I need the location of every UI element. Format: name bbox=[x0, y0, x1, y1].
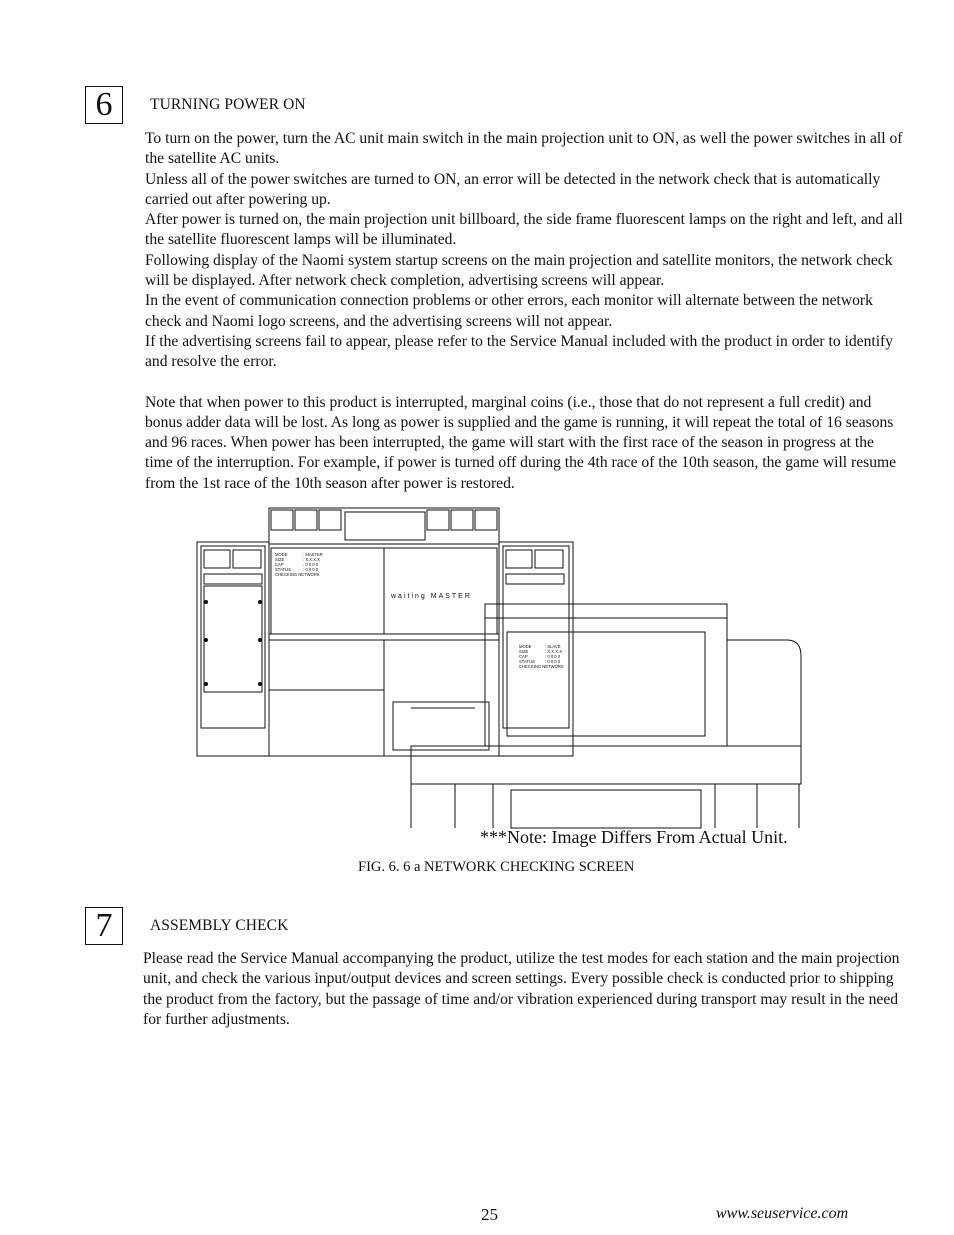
master-status-value: : 0 0 0 0 bbox=[303, 567, 319, 572]
slave-cap-label: CAP bbox=[519, 654, 528, 659]
section7-body bbox=[143, 949, 903, 1030]
slave-status-label: STATUS bbox=[519, 659, 535, 664]
satellite-monitor-housing bbox=[485, 618, 727, 746]
satellite-top bbox=[485, 604, 727, 618]
slave-screen bbox=[507, 632, 705, 736]
step-number-7: 7 bbox=[85, 907, 123, 945]
section6-body bbox=[145, 129, 905, 494]
satellite-console bbox=[411, 746, 801, 784]
section-heading-turning-power-on: TURNING POWER ON bbox=[150, 96, 306, 113]
power-interruption-note: Note that when power to this product is interrupted, marginal coins (i.e., those that do not represent a full credit) and bonus adder data will be lost. As long as power is supplied and the game is running, it will repeat the total of 16 seasons and 96 races. When power has been interrupted, the game will start with the first race of the season in progress at the time of the interruption. For example, if power is turned off during the 4th race of the 10th season, the game will resume from the 1st race of the 10th season after power is restored. bbox=[145, 393, 897, 492]
slave-status-value: : 0 0 0 0 bbox=[545, 659, 561, 664]
slave-size-value: : X.X.X.X bbox=[545, 649, 562, 654]
slave-cap-value: : 0 0 0 0 bbox=[545, 654, 561, 659]
slave-mode-value: : SLAVE bbox=[545, 644, 561, 649]
step-number-6: 6 bbox=[85, 86, 123, 124]
section-heading-assembly-check: ASSEMBLY CHECK bbox=[150, 917, 289, 934]
paragraph: In the event of communication connection problems or other errors, each monitor will alternate between the network check and Naomi logo screens, and the advertising screens will not appear. bbox=[145, 292, 873, 330]
slave-checking-label: CHECKING NETWORK bbox=[519, 664, 564, 669]
page-number: 25 bbox=[481, 1205, 498, 1224]
image-differs-note: ***Note: Image Differs From Actual Unit. bbox=[480, 827, 788, 847]
paragraph: Following display of the Naomi system startup screens on the main projection and satellite monitors, the network check will be displayed. After network check completion, advertising screens will appear. bbox=[145, 251, 893, 290]
paragraph: To turn on the power, turn the AC unit main switch in the main projection unit to ON, as well the power switches in all of the satellite AC units. bbox=[145, 130, 903, 168]
billboard bbox=[269, 508, 499, 544]
master-mode-label: MODE bbox=[275, 552, 288, 557]
paragraph: After power is turned on, the main projection unit billboard, the side frame fluorescent lamps on the right and left, and all the satellite fluorescent lamps will be illuminated. bbox=[145, 211, 903, 249]
network-check-diagram bbox=[195, 506, 807, 832]
master-cap-label: CAP bbox=[275, 562, 284, 567]
paragraph: Unless all of the power switches are turned to ON, an error will be detected in the network check that is automatically carried out after powering up. bbox=[145, 170, 881, 208]
paragraph: Please read the Service Manual accompanying the product, utilize the test modes for each station and the main projection unit, and check the various input/output devices and screen settings. Every possible check is conducted prior to shipping the product from the factory, but the passage of time and/or vibration experienced during transport may result in the need for further adjustments. bbox=[143, 950, 900, 1028]
slave-size-label: SIZE bbox=[519, 649, 529, 654]
master-checking-label: CHECKING NETWORK bbox=[275, 572, 320, 577]
master-cap-value: : 0 0 0 0 bbox=[303, 562, 319, 567]
master-size-value: : X.X.X.X bbox=[303, 557, 320, 562]
master-status-label: STATUS bbox=[275, 567, 291, 572]
master-waiting-text: waiting MASTER bbox=[391, 593, 472, 600]
master-size-label: SIZE bbox=[275, 557, 285, 562]
paragraph: If the advertising screens fail to appear, please refer to the Service Manual included with the product in order to identify and resolve the error. bbox=[145, 332, 894, 371]
slave-mode-label: MODE bbox=[519, 644, 532, 649]
master-mode-value: : MASTER bbox=[303, 552, 323, 557]
figure-caption: FIG. 6. 6 a NETWORK CHECKING SCREEN bbox=[358, 859, 635, 875]
website-link[interactable]: www.seuservice.com bbox=[716, 1205, 849, 1222]
